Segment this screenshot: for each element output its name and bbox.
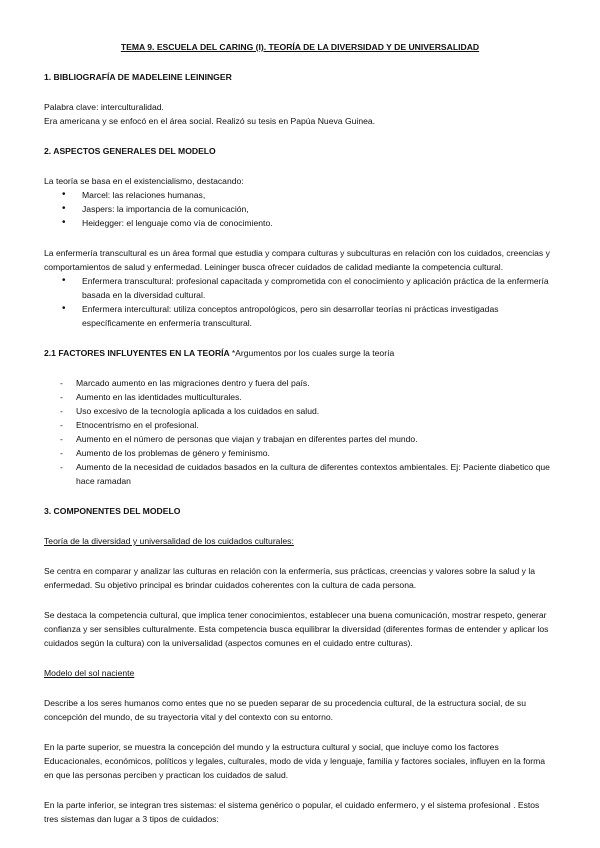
theory-paragraph-1: Se centra en comparar y analizar las culturas en relación con la enfermería, sus prácticas, creencias y valores sobre la salud y la enfermedad. Su objetivo principal es brindar cuidados coherentes con la cultura de cada persona. bbox=[44, 566, 536, 590]
section-2-heading: 2. ASPECTOS GENERALES DEL MODELO bbox=[44, 146, 216, 156]
nurse-types-list bbox=[44, 274, 556, 330]
factors-list bbox=[44, 376, 556, 488]
document-page bbox=[44, 40, 556, 842]
theory-paragraph-2: Se destaca la competencia cultural, que implica tener conocimientos, establecer una buena comunicación, mostrar respeto, generar confianza y ser sensibles culturalmente. Esta competencia busca equilibrar la diversidad (diferentes formas de entender y aplicar los cuidados según la cultura) con la universalidad (aspectos comunes en el cuidado entre culturas). bbox=[44, 610, 549, 648]
rising-sun-paragraph-3: En la parte inferior, se integran tres sistemas: el sistema genérico o popular, el cuidado enfermero, y el sistema profesional . Estos tres sistemas dan lugar a 3 tipos de cuidados: bbox=[44, 800, 540, 824]
section-1-heading: 1. BIBLIOGRAFÍA DE MADELEINE LEININGER bbox=[44, 72, 232, 82]
list-item: • Marcel: las relaciones humanas, bbox=[44, 188, 556, 202]
bio-line: Era americana y se enfocó en el área social. Realizó su tesis en Papúa Nueva Guinea. bbox=[44, 116, 376, 126]
list-item: - Marcado aumento en las migraciones dentro y fuera del país. bbox=[44, 376, 556, 390]
list-item: - Aumento de los problemas de género y feminismo. bbox=[44, 446, 556, 460]
section-3-heading: 3. COMPONENTES DEL MODELO bbox=[44, 506, 181, 516]
list-item: - Etnocentrismo en el profesional. bbox=[44, 418, 556, 432]
subheading-rising-sun: Modelo del sol naciente bbox=[44, 668, 135, 678]
list-item: • Enfermera intercultural: utiliza conceptos antropológicos, pero sin desarrollar teorías ni prácticas investigadas específicamente en enfermería transcultural. bbox=[44, 302, 556, 330]
section-2-1-heading bbox=[44, 346, 556, 360]
list-item: • Jaspers: la importancia de la comunicación, bbox=[44, 202, 556, 216]
list-item: - Uso excesivo de la tecnología aplicada a los cuidados en salud. bbox=[44, 404, 556, 418]
section-2-1-title: 2.1 FACTORES INFLUYENTES EN LA TEORÍA bbox=[44, 348, 230, 358]
section-2-intro: La teoría se basa en el existencialismo, destacando: bbox=[44, 176, 244, 186]
philosophers-list bbox=[44, 188, 556, 230]
section-2-1-note: *Argumentos por los cuales surge la teoría bbox=[231, 348, 395, 358]
list-item: • Heidegger: el lenguaje como vía de conocimiento. bbox=[44, 216, 556, 230]
subheading-theory: Teoría de la diversidad y universalidad de los cuidados culturales: bbox=[44, 536, 294, 546]
list-item: - Aumento en las identidades multiculturales. bbox=[44, 390, 556, 404]
list-item: - Aumento en el número de personas que viajan y trabajan en diferentes partes del mundo. bbox=[44, 432, 556, 446]
list-item: • Enfermera transcultural: profesional capacitada y comprometida con el conocimiento y aplicación práctica de la enfermería basada en la diversidad cultural. bbox=[44, 274, 556, 302]
rising-sun-paragraph-1: Describe a los seres humanos como entes que no se pueden separar de su procedencia cultural, de la estructura social, de su concepción del mundo, de su trayectoria vital y del contexto con su entorno. bbox=[44, 698, 527, 722]
keyword-line: Palabra clave: interculturalidad. bbox=[44, 102, 164, 112]
transcultural-paragraph: La enfermería transcultural es un área formal que estudia y compara culturas y subculturas en relación con los cuidados, creencias y comportamientos de salud y enfermedad. Leininger busca ofrecer cuidados de calidad mediante la competencia cultural. bbox=[44, 248, 550, 272]
list-item: - Aumento de la necesidad de cuidados basados en la cultura de diferentes contextos ambientales. Ej: Paciente diabetico que hace ramadan bbox=[44, 460, 556, 488]
rising-sun-paragraph-2: En la parte superior, se muestra la concepción del mundo y la estructura cultural y social, que incluye como los factores Educacionales, económicos, políticos y legales, culturales, modo de vida y lenguaje, familia y factores sociales, influyen en la forma en que las personas perciben y practican los cuidados de salud. bbox=[44, 742, 546, 780]
document-title: TEMA 9. ESCUELA DEL CARING (I). TEORÍA DE LA DIVERSIDAD Y DE UNIVERSALIDAD bbox=[120, 42, 480, 52]
